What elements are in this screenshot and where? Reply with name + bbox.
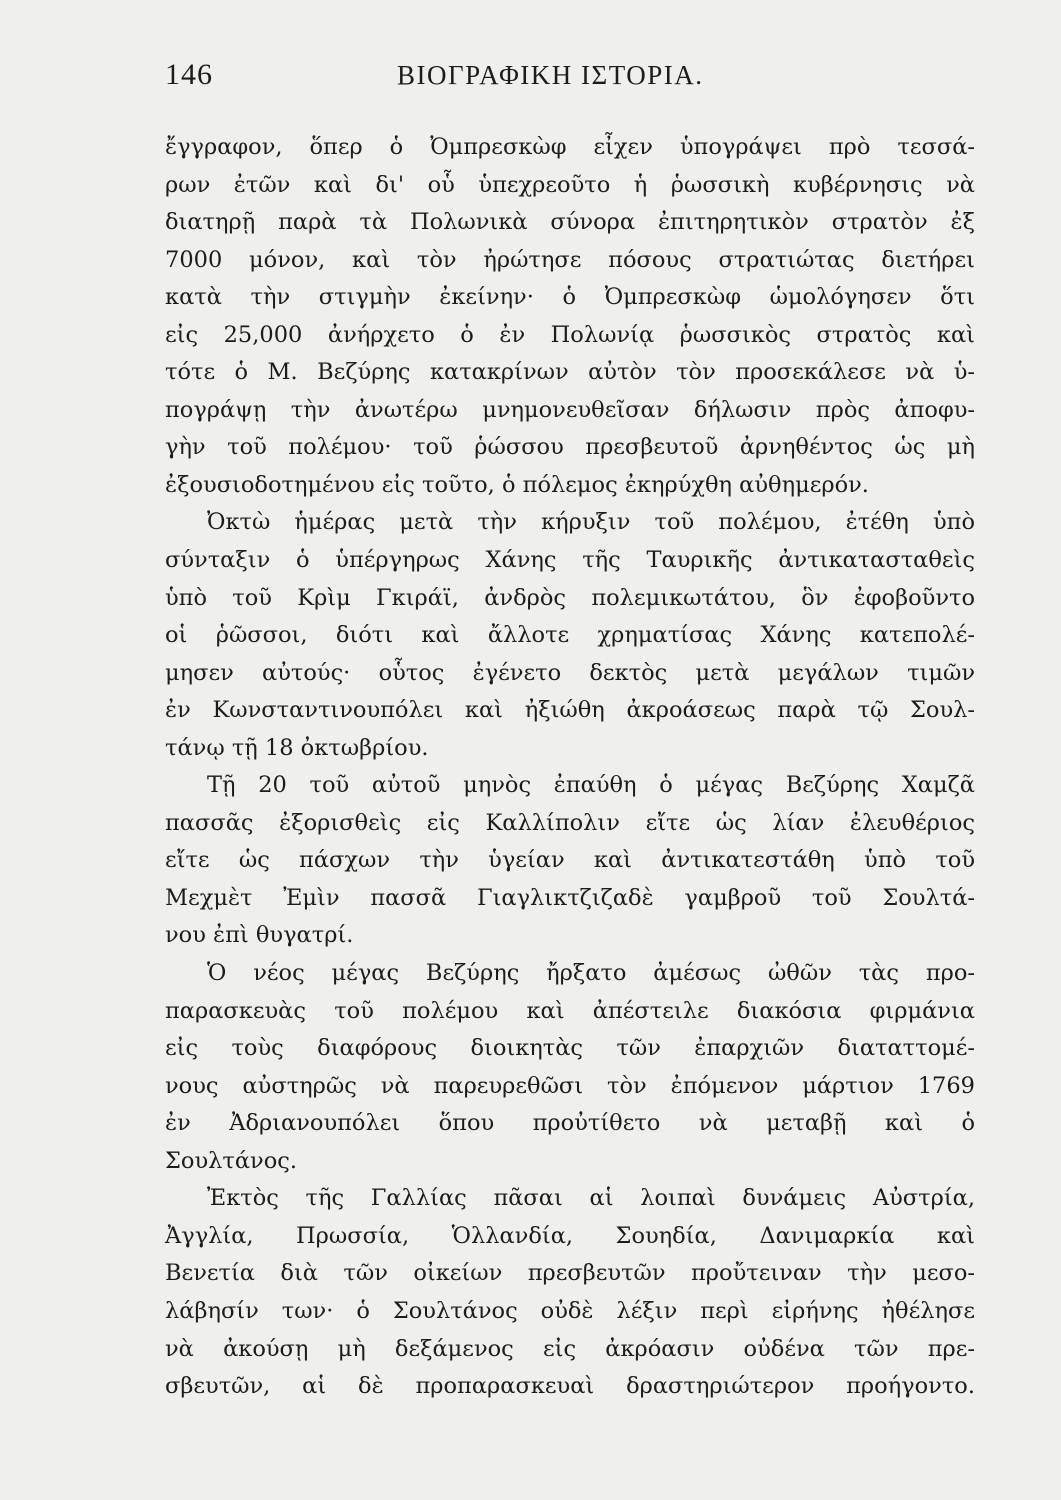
- paragraph-start-line: Ἐκτὸς τῆς Γαλλίας πᾶσαι αἱ λοιπαὶ δυνάμεις Αὐστρία,: [207, 1185, 975, 1212]
- text-line: σύνταξιν ὁ ὑπέργηρως Χάνης τῆς Ταυρικῆς ἀντικατασταθεὶς: [165, 547, 975, 574]
- text-line: μησεν αὐτούς· οὗτος ἐγένετο δεκτὸς μετὰ μεγάλων τιμῶν: [165, 659, 975, 686]
- text-line: Μεχμὲτ Ἐμὶν πασσᾶ Γιαγλικτζιζαδὲ γαμβροῦ τοῦ Σουλτά-: [165, 884, 975, 911]
- text-line: ἔγγραφον, ὅπερ ὁ Ὀμπρεσκὼφ εἶχεν ὑπογράψει πρὸ τεσσά-: [165, 134, 975, 160]
- page-header: [165, 58, 975, 98]
- text-line: εἴτε ὡς πάσχων τὴν ὑγείαν καὶ ἀντικατεστάθη ὑπὸ τοῦ: [165, 847, 975, 874]
- text-line: ἐξουσιοδοτημένου εἰς τοῦτο, ὁ πόλεμος ἐκηρύχθη αὐθημερόν.: [165, 471, 869, 498]
- text-line: διατηρῇ παρὰ τὰ Πολωνικὰ σύνορα ἐπιτηρητικὸν στρατὸν ἐξ: [165, 209, 975, 236]
- text-line: τότε ὁ Μ. Βεζύρης κατακρίνων αὐτὸν τὸν προσεκάλεσε νὰ ὑ-: [165, 359, 975, 386]
- text-line: ὑπὸ τοῦ Κρὶμ Γκιράϊ, ἀνδρὸς πολεμικωτάτου, ὃν ἐφοβοῦντο: [165, 584, 975, 611]
- text-line: σβευτῶν, αἱ δὲ προπαρασκευαὶ δραστηριώτερον προήγοντο.: [165, 1373, 975, 1400]
- text-line: εἰς τοὺς διαφόρους διοικητὰς τῶν ἐπαρχιῶν διαταττομέ-: [165, 1035, 975, 1062]
- running-title: ΒΙΟΓΡΑΦΙΚΗ ΙΣΤΟΡΙΑ.: [397, 60, 704, 90]
- text-line: Ἀγγλία, Πρωσσία, Ὁλλανδία, Σουηδία, Δανιμαρκία καὶ: [165, 1222, 975, 1249]
- text-line: ρων ἐτῶν καὶ δι' οὗ ὑπεχρεοῦτο ἡ ῥωσσικὴ κυβέρνησις νὰ: [165, 171, 975, 198]
- text-line: παρασκευὰς τοῦ πολέμου καὶ ἀπέστειλε διακόσια φιρμάνια: [165, 997, 975, 1024]
- text-line: 7000 μόνον, καὶ τὸν ἠρώτησε πόσους στρατιώτας διετήρει: [165, 246, 975, 273]
- text-line: κατὰ τὴν στιγμὴν ἐκείνην· ὁ Ὀμπρεσκὼφ ὡμολόγησεν ὅτι: [165, 284, 975, 311]
- paragraph-start-line: Ὁ νέος μέγας Βεζύρης ἤρξατο ἀμέσως ὠθῶν τὰς προ-: [207, 960, 975, 987]
- text-line: νους αὐστηρῶς νὰ παρευρεθῶσι τὸν ἐπόμενον μάρτιον 1769: [165, 1072, 975, 1099]
- text-line: εἰς 25,000 ἀνήρχετο ὁ ἐν Πολωνίᾳ ῥωσσικὸς στρατὸς καὶ: [165, 321, 975, 348]
- text-line: οἱ ῥῶσσοι, διότι καὶ ἄλλοτε χρηματίσας Χάνης κατεπολέ-: [165, 622, 975, 649]
- page-number: 146: [165, 58, 213, 91]
- text-line: Σουλτάνος.: [165, 1147, 298, 1174]
- body-text: [165, 129, 975, 1406]
- paragraph-start-line: Τῇ 20 τοῦ αὐτοῦ μηνὸς ἐπαύθη ὁ μέγας Βεζύρης Χαμζᾶ: [207, 772, 975, 799]
- paragraph-start-line: Ὀκτὼ ἡμέρας μετὰ τὴν κήρυξιν τοῦ πολέμου, ἐτέθη ὑπὸ: [207, 509, 975, 536]
- text-line: ἐν Ἀδριανουπόλει ὅπου προὐτίθετο νὰ μεταβῇ καὶ ὁ: [165, 1110, 975, 1137]
- text-line: λάβησίν των· ὁ Σουλτάνος οὐδὲ λέξιν περὶ εἰρήνης ἠθέλησε: [165, 1297, 975, 1324]
- text-line: νὰ ἀκούσῃ μὴ δεξάμενος εἰς ἀκρόασιν οὐδένα τῶν πρε-: [165, 1335, 975, 1362]
- text-line: γὴν τοῦ πολέμου· τοῦ ῥώσσου πρεσβευτοῦ ἀρνηθέντος ὡς μὴ: [165, 434, 975, 461]
- text-line: πογράψῃ τὴν ἀνωτέρω μνημονευθεῖσαν δήλωσιν πρὸς ἀποφυ-: [165, 396, 975, 423]
- text-line: τάνῳ τῇ 18 ὀκτωβρίου.: [165, 734, 429, 761]
- text-line: πασσᾶς ἐξορισθεὶς εἰς Καλλίπολιν εἴτε ὡς λίαν ἐλευθέριος: [165, 809, 975, 836]
- text-line: νου ἐπὶ θυγατρί.: [165, 922, 354, 949]
- text-line: ἐν Κωνσταντινουπόλει καὶ ἠξιώθη ἀκροάσεως παρὰ τῷ Σουλ-: [165, 697, 975, 724]
- text-line: Βενετία διὰ τῶν οἰκείων πρεσβευτῶν προὔτειναν τὴν μεσο-: [165, 1260, 975, 1287]
